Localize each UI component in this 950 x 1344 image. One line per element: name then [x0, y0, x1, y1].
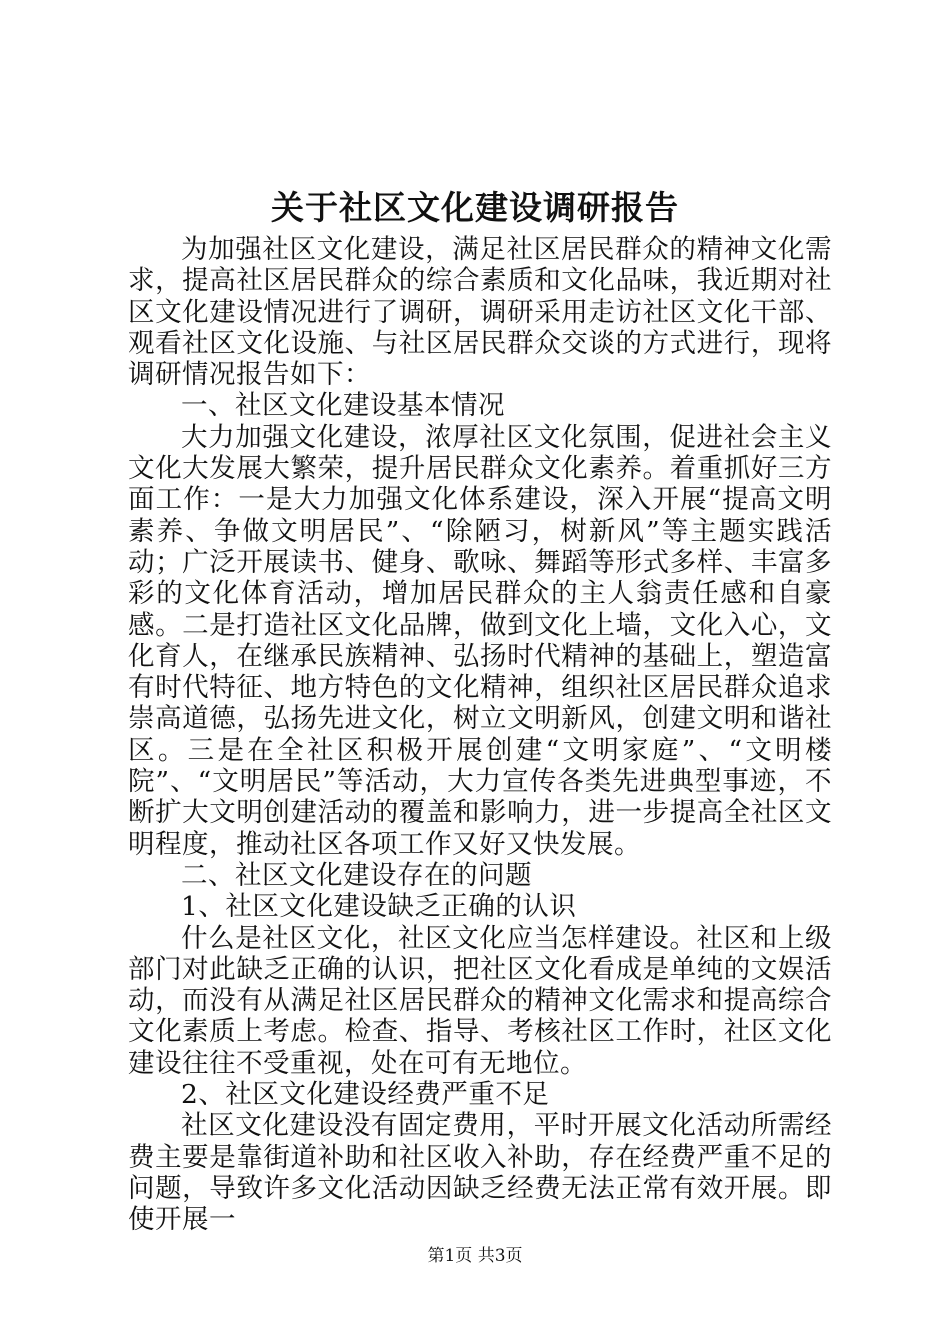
subheading-1: 1、社区文化建设缺乏正确的认识	[181, 891, 577, 923]
paragraph-lack-of-recognition: 什么是社区文化，社区文化应当怎样建设。社区和上级部门对此缺乏正确的认识，把社区文化看成是单纯的文娱活动，而没有从满足社区居民群众的精神文化需求和提高综合文化素质上考虑。检查、指导、考核社区工作时，社区文化建设往往不受重视，处在可有无地位。	[128, 922, 832, 1079]
paragraph-funding-shortage: 社区文化建设没有固定费用，平时开展文化活动所需经费主要是靠街道补助和社区收入补助，存在经费严重不足的问题，导致许多文化活动因缺乏经费无法正常有效开展。即使开展一	[128, 1110, 832, 1236]
paragraph-basic-situation: 大力加强文化建设，浓厚社区文化氛围，促进社会主义文化大发展大繁荣，提升居民群众文化素养。着重抓好三方面工作：一是大力加强文化体系建设，深入开展“提高文明素养、争做文明居民”、“除陋习，树新风”等主题实践活动；广泛开展读书、健身、歌咏、舞蹈等形式多样、丰富多彩的文化体育活动，增加居民群众的主人翁责任感和自豪感。二是打造社区文化品牌，做到文化上墙，文化入心，文化育人，在继承民族精神、弘扬时代精神的基础上，塑造富有时代特征、地方特色的文化精神，组织社区居民群众追求崇高道德，弘扬先进文化，树立文明新风，创建文明和谐社区。三是在全社区积极开展创建“文明家庭”、“文明楼院”、“文明居民”等活动，大力宣传各类先进典型事迹，不断扩大文明创建活动的覆盖和影响力，进一步提高全社区文明程度，推动社区各项工作又好又快发展。	[128, 421, 832, 860]
document-title: 关于社区文化建设调研报告	[271, 188, 679, 227]
document-body	[128, 234, 832, 1236]
page-footer: 第1页 共3页	[427, 1246, 523, 1266]
subheading-2: 2、社区文化建设经费严重不足	[181, 1079, 550, 1111]
paragraph-intro: 为加强社区文化建设，满足社区居民群众的精神文化需求，提高社区居民群众的综合素质和文化品味，我近期对社区文化建设情况进行了调研，调研采用走访社区文化干部、观看社区文化设施、与社区居民群众交谈的方式进行，现将调研情况报告如下：	[128, 234, 832, 391]
section-heading-1: 一、社区文化建设基本情况	[181, 390, 505, 422]
section-heading-2: 二、社区文化建设存在的问题	[181, 859, 532, 891]
